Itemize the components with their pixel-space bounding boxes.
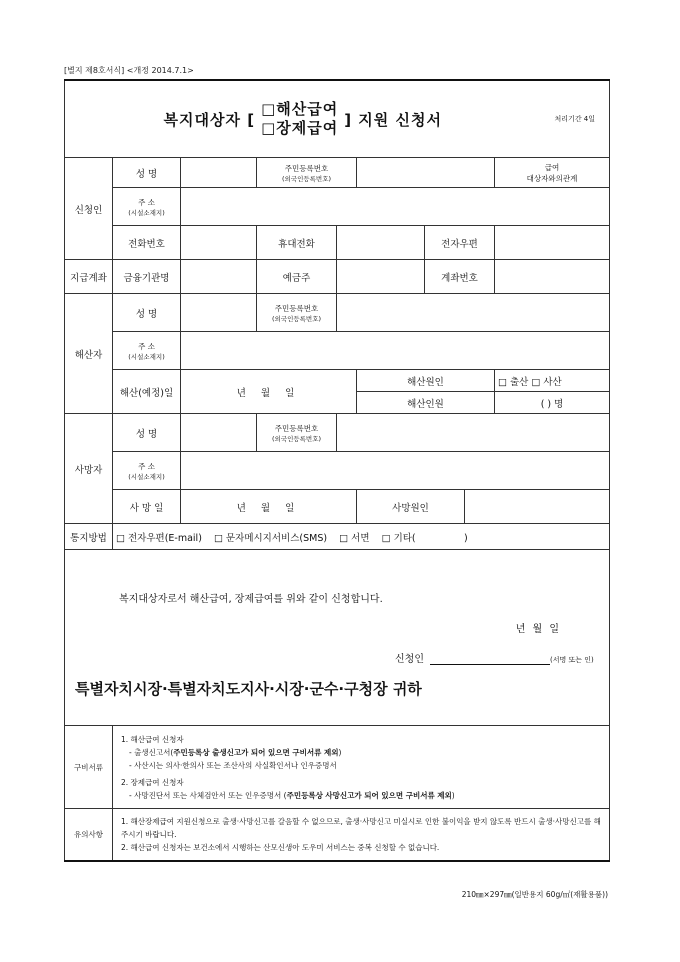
birth-rrn-field[interactable] [337, 294, 610, 332]
account-number-field[interactable] [495, 260, 610, 294]
applicant-address-field[interactable] [181, 188, 610, 226]
applicant-rrn-field[interactable] [357, 158, 495, 188]
birth-name-label: 성 명 [113, 294, 181, 332]
death-cause-label: 사망원인 [357, 490, 465, 524]
phone-label: 전화번호 [113, 226, 181, 260]
note-item-2: 2. 해산급여 신청자는 보건소에서 시행하는 산모신생아 도우미 서비스는 중복 신청할 수 없습니다. [121, 843, 440, 852]
mobile-label: 휴대전화 [257, 226, 337, 260]
holder-field[interactable] [337, 260, 425, 294]
doc-item-1a: - 출생신고서(주민등록상 출생신고가 되어 있으면 구비서류 제외) [129, 747, 342, 757]
bank-field[interactable] [181, 260, 257, 294]
death-address-field[interactable] [181, 452, 610, 490]
section-birth: 해산자 [65, 294, 113, 414]
applicant-name-field[interactable] [181, 158, 257, 188]
birth-name-field[interactable] [181, 294, 257, 332]
doc-item-2: 2. 장제급여 신청자 [121, 777, 184, 787]
option-birth-benefit[interactable]: □해산급여 [261, 100, 339, 118]
signature-row [395, 650, 594, 665]
documents-label: 구비서류 [65, 726, 113, 809]
section-death: 사망자 [65, 414, 113, 524]
statement-block [65, 550, 610, 726]
death-rrn-label: 주민등록번호 (외국인등록번호) [257, 414, 337, 452]
birth-date-label: 해산(예정)일 [113, 370, 181, 414]
death-date-label: 사 망 일 [113, 490, 181, 524]
birth-address-label: 주 소 (시설소재지) [113, 332, 181, 370]
title-prefix: 복지대상자 [ [163, 110, 256, 129]
birth-date-field[interactable]: 년 월 일 [181, 370, 357, 414]
birth-cause-label: 해산원인 [357, 370, 495, 392]
notes-content [113, 809, 610, 862]
doc-item-2a: - 사망진단서 또는 사체검안서 또는 인우증명서 (주민등록상 사망신고가 되어 있으면 구비서류 제외) [129, 790, 455, 800]
note-item-1: 1. 해산장제급여 지원신청으로 출생·사망신고를 갈음할 수 없으므로, 출생·사망신고 미실시로 인한 불이익을 받지 않도록 반드시 출생·사망신고를 해주시기 바랍니다. [121, 817, 601, 839]
paper-spec: 210㎜×297㎜(일반용지 60g/㎡(재활용품)) [461, 890, 608, 899]
holder-label: 예금주 [257, 260, 337, 294]
birth-count-label: 해산인원 [357, 392, 495, 414]
statement-date[interactable]: 년 월 일 [515, 624, 562, 635]
option-funeral-benefit[interactable]: □장제급여 [261, 119, 339, 137]
birth-count-field[interactable]: ( ) 명 [495, 392, 610, 414]
doc-item-1: 1. 해산급여 신청자 [121, 734, 184, 744]
section-notify: 통지방법 [65, 524, 113, 550]
doc-item-1b: - 사산시는 의사·한의사 또는 조산사의 사실확인서나 인우증명서 [129, 760, 337, 770]
section-account: 지급계좌 [65, 260, 113, 294]
processing-period: 처리기간 4일 [541, 80, 610, 158]
birth-address-field[interactable] [181, 332, 610, 370]
birth-rrn-label: 주민등록번호 (외국인등록번호) [257, 294, 337, 332]
addressee: 특별자치시장·특별자치도지사·시장·군수·구청장 귀하 [75, 680, 422, 698]
account-number-label: 계좌번호 [425, 260, 495, 294]
signature-field[interactable] [430, 653, 550, 665]
birth-cause-options[interactable]: □ 출산 □ 사산 [495, 370, 610, 392]
mobile-field[interactable] [337, 226, 425, 260]
applicant-address-label: 주 소 (시설소재지) [113, 188, 181, 226]
form-reference: [별지 제8호서식] <개정 2014.7.1> [64, 66, 194, 75]
phone-field[interactable] [181, 226, 257, 260]
bank-label: 금융기관명 [113, 260, 181, 294]
death-rrn-field[interactable] [337, 414, 610, 452]
notify-options[interactable]: □ 전자우편(E-mail) □ 문자메시지서비스(SMS) □ 서면 □ 기타( ) [113, 524, 610, 550]
documents-content [113, 726, 610, 809]
death-name-label: 성 명 [113, 414, 181, 452]
form-title [65, 80, 541, 158]
section-applicant: 신청인 [65, 158, 113, 260]
applicant-name-label: 성 명 [113, 158, 181, 188]
statement-text: 복지대상자로서 해산급여, 장제급여를 위와 같이 신청합니다. [119, 594, 383, 605]
notes-label: 유의사항 [65, 809, 113, 862]
signer-label: 신청인 [395, 654, 424, 665]
email-field[interactable] [495, 226, 610, 260]
sign-note: (서명 또는 인) [549, 656, 594, 664]
death-cause-field[interactable] [465, 490, 610, 524]
applicant-rrn-label: 주민등록번호 (외국인등록번호) [257, 158, 357, 188]
death-date-field[interactable]: 년 월 일 [181, 490, 357, 524]
application-form [64, 79, 610, 862]
death-name-field[interactable] [181, 414, 257, 452]
email-label: 전자우편 [425, 226, 495, 260]
death-address-label: 주 소 (시설소재지) [113, 452, 181, 490]
relation-label: 급여 대상자와의관계 [495, 158, 610, 188]
title-suffix: ] 지원 신청서 [344, 110, 442, 129]
